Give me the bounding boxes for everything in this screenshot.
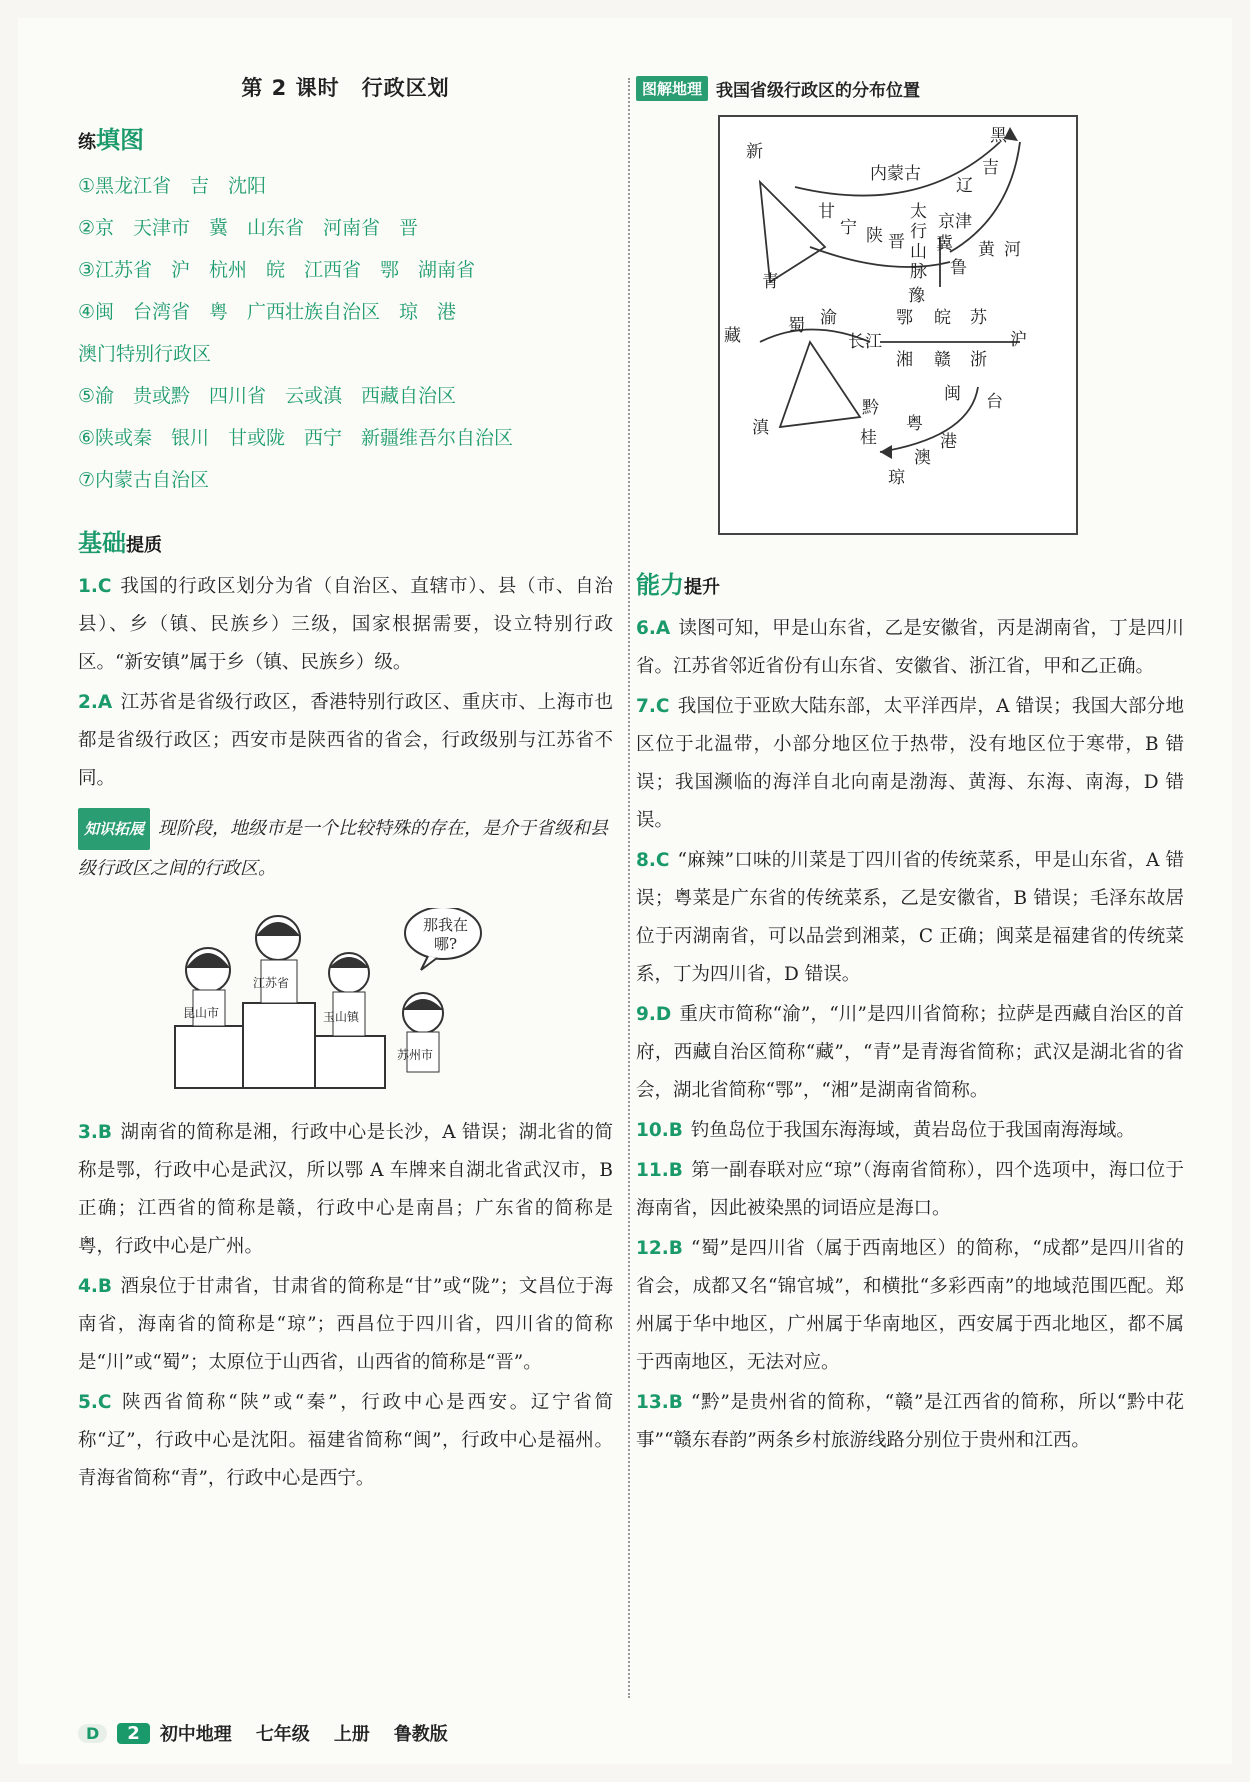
answer-item <box>78 684 613 798</box>
fill-title-prefix: 练 <box>78 132 96 153</box>
answer-number: 12.B <box>636 1238 683 1259</box>
answer-item <box>636 688 1184 840</box>
answer-number: 8.C <box>636 850 670 871</box>
speech-bubble: 那我在哪? <box>422 916 468 953</box>
map-label: 鄂 <box>896 308 913 328</box>
answer-number: 2.A <box>78 692 113 713</box>
answer-number: 3.B <box>78 1122 113 1143</box>
basic-section-title <box>78 523 613 558</box>
answer-item <box>636 1384 1184 1460</box>
basic-title-sub: 提质 <box>126 535 162 556</box>
map-label: 行 <box>910 222 927 242</box>
map-label: 长江 <box>848 332 882 352</box>
page-number: 2 <box>117 1723 150 1744</box>
fill-line: ⑦内蒙古自治区 <box>78 469 210 491</box>
column-divider <box>628 78 630 1698</box>
answer-item <box>636 1152 1184 1228</box>
answer-text: 陕西省简称“陕”或“秦”，行政中心是西安。辽宁省简称“辽”，行政中心是沈阳。福建省简称“闽”，行政中心是福州。青海省简称“青”，行政中心是西宁。 <box>78 1392 613 1489</box>
map-label: 浙 <box>970 350 987 370</box>
map-label: 吉 <box>982 158 999 178</box>
province-position-map <box>718 115 1078 535</box>
left-column <box>78 60 613 1500</box>
footer-subject: 初中地理 <box>159 1724 232 1745</box>
footer-edition: 鲁教版 <box>393 1724 448 1745</box>
map-label: 晋 <box>888 232 905 252</box>
answer-item <box>78 1114 613 1266</box>
map-label: 黔 <box>862 398 879 418</box>
map-title: 我国省级行政区的分布位置 <box>716 81 921 101</box>
answer-number: 7.C <box>636 696 670 717</box>
map-label: 内蒙古 <box>870 164 921 184</box>
answer-text: 酒泉位于甘肃省，甘肃省的简称是“甘”或“陇”；文昌位于海南省，海南省的简称是“琼”；西昌位于四川省，四川省的简称是“川”或“蜀”；太原位于山西省，山西省的简称是“晋”。 <box>78 1276 613 1373</box>
answer-number: 5.C <box>78 1392 112 1413</box>
answer-text: 湖南省的简称是湘，行政中心是长沙，A 错误；湖北省的简称是鄂，行政中心是武汉，所以鄂 A 车牌来自湖北省武汉市，B 正确；江西省的简称是赣，行政中心是南昌；广东省的简称是粤，行政中心是广州。 <box>78 1122 613 1257</box>
answer-text: “蜀”是四川省（属于西南地区）的简称，“成都”是四川省的省会，成都又名“锦官城”，和横批“多彩西南”的地域范围匹配。郑州属于华中地区，广州属于华南地区，西安属于西北地区，都不属于西南地区，无法对应。 <box>636 1238 1184 1373</box>
map-label: 京津 <box>938 212 972 232</box>
answer-text: 重庆市简称“渝”，“川”是四川省简称；拉萨是西藏自治区的首府，西藏自治区简称“藏”，“青”是青海省简称；武汉是湖北省的省会，湖北省简称“鄂”，“湘”是湖南省简称。 <box>636 1004 1184 1101</box>
map-label: 苏 <box>970 308 987 328</box>
map-label: 豫 <box>908 286 925 306</box>
map-header <box>636 76 1184 101</box>
map-label: 新 <box>746 142 763 162</box>
answer-item <box>636 996 1184 1110</box>
map-label: 皖 <box>934 308 951 328</box>
answer-item <box>636 842 1184 994</box>
answer-text: 钓鱼岛位于我国东海海域，黄岩岛位于我国南海海域。 <box>690 1120 1135 1141</box>
basic-title-main: 基础 <box>78 529 126 557</box>
extension-tag: 知识拓展 <box>78 808 150 850</box>
page-footer <box>78 1720 448 1746</box>
map-label: 琼 <box>888 468 905 488</box>
answer-item <box>636 610 1184 686</box>
ability-section-title <box>636 565 1184 600</box>
map-label: 青 <box>762 272 779 292</box>
answer-item <box>636 1112 1184 1150</box>
map-label: 港 <box>940 432 957 452</box>
answer-text: 江苏省是省级行政区，香港特别行政区、重庆市、上海市也都是省级行政区；西安市是陕西省的省会，行政级别与江苏省不同。 <box>78 692 613 789</box>
map-label: 辽 <box>956 176 973 196</box>
fill-line: ④闽 台湾省 粤 广西壮族自治区 琼 港 <box>78 301 457 323</box>
map-label: 黑 <box>990 126 1007 146</box>
fill-line: ①黑龙江省 吉 沈阳 <box>78 175 267 197</box>
right-column <box>636 76 1184 1462</box>
answer-number: 4.B <box>78 1276 113 1297</box>
map-label: 赣 <box>934 350 951 370</box>
answer-text: “麻辣”口味的川菜是丁四川省的传统菜系，甲是山东省，A 错误；粤菜是广东省的传统菜系，乙是安徽省，B 错误；毛泽东故居位于丙湖南省，可以品尝到湘菜，C 正确；闽菜是福建省的传统菜系，丁为四川省，D 错误。 <box>636 850 1184 985</box>
answer-text: 我国的行政区划分为省（自治区、直辖市）、县（市、自治县）、乡（镇、民族乡）三级，国家根据需要，设立特别行政区。“新安镇”属于乡（镇、民族乡）级。 <box>78 576 613 673</box>
ability-title-main: 能力 <box>636 571 684 599</box>
answer-text: 第一副春联对应“琼”（海南省简称），四个选项中，海口位于海南省，因此被染黑的词语应是海口。 <box>636 1160 1184 1219</box>
map-label: 黄 <box>978 240 995 260</box>
footer-volume: 上册 <box>333 1724 370 1745</box>
ability-title-sub: 提升 <box>684 577 720 598</box>
map-label: 粤 <box>906 414 923 434</box>
map-label: 河 <box>1004 240 1021 260</box>
fill-section-title <box>78 120 613 155</box>
map-label: 宁 <box>840 218 857 238</box>
answer-number: 13.B <box>636 1392 683 1413</box>
map-label: 山 <box>910 242 927 262</box>
extension-text: 现阶段，地级市是一个比较特殊的存在，是介于省级和县级行政区之间的行政区。 <box>78 818 609 879</box>
map-label: 沪 <box>1010 330 1027 350</box>
map-label: 渝 <box>820 308 837 328</box>
fill-answers <box>78 165 613 501</box>
sign-kunshan: 昆山市 <box>183 1006 220 1020</box>
map-label: 藏 <box>724 326 741 346</box>
answer-item <box>636 1230 1184 1382</box>
footer-grade: 七年级 <box>255 1724 310 1745</box>
fill-line: ⑥陕或秦 银川 甘或陇 西宁 新疆维吾尔自治区 <box>78 427 514 449</box>
answer-text: 我国位于亚欧大陆东部，太平洋西岸，A 错误；我国大部分地区位于北温带，小部分地区位于热带，没有地区位于寒带，B 错误；我国濒临的海洋自北向南是渤海、黄海、东海、南海，D 错误。 <box>636 696 1184 831</box>
answer-item <box>78 1384 613 1498</box>
map-label: 澳 <box>914 448 931 468</box>
sign-jiangsu: 江苏省 <box>253 976 290 990</box>
map-label: 鲁 <box>950 258 967 278</box>
answer-number: 9.D <box>636 1004 672 1025</box>
fill-line: ⑤渝 贵或黔 四川省 云或滇 西藏自治区 <box>78 385 457 407</box>
answer-text: 读图可知，甲是山东省，乙是安徽省，丙是湖南省，丁是四川省。江苏省邻近省份有山东省、安徽省、浙江省，甲和乙正确。 <box>636 618 1184 677</box>
map-label: 冀 <box>936 234 953 254</box>
map-label: 脉 <box>910 262 927 282</box>
map-label: 闽 <box>944 384 961 404</box>
cartoon-illustration <box>173 908 493 1098</box>
map-label: 桂 <box>860 428 877 448</box>
footer-badge: D <box>78 1724 107 1743</box>
answer-item <box>78 568 613 682</box>
answer-number: 6.A <box>636 618 671 639</box>
lesson-title: 第 2 课时 行政区划 <box>241 76 450 100</box>
answer-number: 10.B <box>636 1120 683 1141</box>
fill-line: ②京 天津市 冀 山东省 河南省 晋 <box>78 217 419 239</box>
map-label: 台 <box>986 392 1003 412</box>
answer-number: 11.B <box>636 1160 683 1181</box>
map-label: 滇 <box>752 418 769 438</box>
sign-suzhou: 苏州市 <box>397 1048 434 1062</box>
answer-text: “黔”是贵州省的简称，“赣”是江西省的简称，所以“黔中花事”“赣东春韵”两条乡村旅游线路分别位于贵州和江西。 <box>636 1392 1184 1451</box>
map-label: 湘 <box>896 350 913 370</box>
map-label: 太 <box>910 202 927 222</box>
map-label: 陕 <box>866 226 883 246</box>
answer-number: 1.C <box>78 576 112 597</box>
map-tag: 图解地理 <box>636 76 708 101</box>
answer-item <box>78 1268 613 1382</box>
map-label: 甘 <box>818 202 835 222</box>
fill-title-main: 填图 <box>96 126 144 154</box>
sign-yushan: 玉山镇 <box>323 1010 360 1024</box>
map-label: 蜀 <box>788 316 805 336</box>
page <box>18 18 1232 1764</box>
fill-line: 澳门特别行政区 <box>78 343 212 365</box>
fill-line: ③江苏省 沪 杭州 皖 江西省 鄂 湖南省 <box>78 259 476 281</box>
knowledge-extension <box>78 808 613 888</box>
